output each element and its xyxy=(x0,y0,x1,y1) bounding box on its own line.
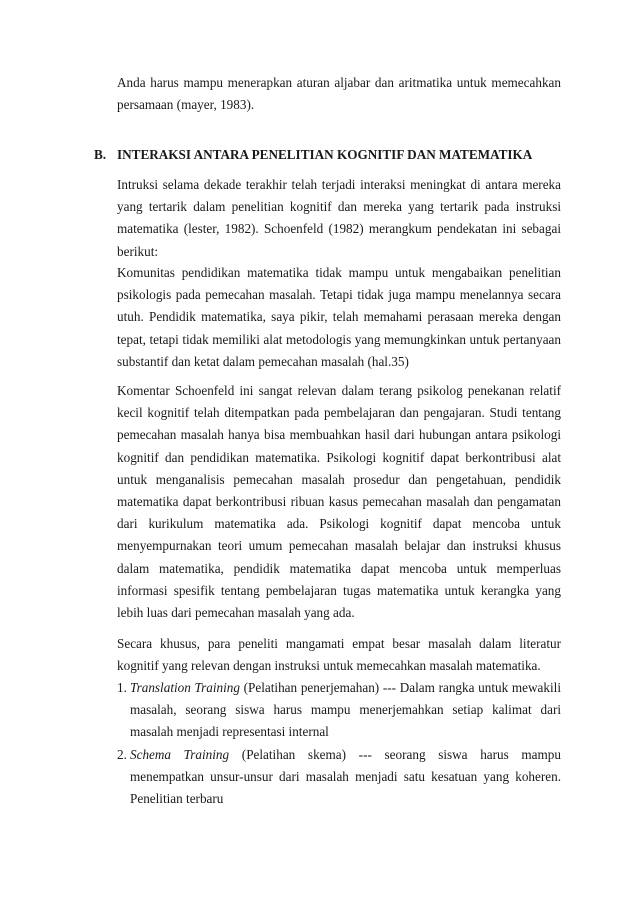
paragraph-1: Intruksi selama dekade terakhir telah terjadi interaksi meningkat di antara mereka yang tertarik dalam penelitian kognitif dan mereka yang tertarik pada instruksi matematika (lester, 1982). Schoenfeld (1982) merangkum pendekatan ini sebagai berikut: xyxy=(117,177,561,259)
list-text: (Pelatihan skema) --- seorang siswa harus mampu menempatkan unsur-unsur dari masalah menjadi satu kesatuan yang koheren. Penelitian terbaru xyxy=(130,746,561,807)
list-item xyxy=(117,744,561,811)
intro-paragraph: Anda harus mampu menerapkan aturan aljabar dan aritmatika untuk memecahkan persamaan (mayer, 1983). xyxy=(117,75,561,113)
list-term: Schema Training xyxy=(130,746,230,762)
list-text: (Pelatihan penerjemahan) --- Dalam rangka untuk mewakili masalah, seorang siswa harus mampu menerjemahkan setiap kalimat dari masalah menjadi representasi internal xyxy=(130,680,561,740)
section-title: INTERAKSI ANTARA PENELITIAN KOGNITIF DAN MATEMATIKA xyxy=(117,147,533,162)
numbered-list xyxy=(117,677,561,810)
list-number: 2. xyxy=(117,746,127,762)
section-heading xyxy=(94,144,564,166)
paragraph-3: Secara khusus, para peneliti mangamati empat besar masalah dalam literatur kognitif yang relevan dengan instruksi untuk memecahkan masalah matematika. xyxy=(117,636,561,674)
quote-paragraph: Komunitas pendidikan matematika tidak mampu untuk mengabaikan penelitian psikologis pada pemecahan masalah. Tetapi tidak juga mampu menelannya secara utuh. Pendidik matematika, saya pikir, telah memahami perasaan mereka dengan tepat, tetapi tidak memiliki alat metodologis yang memungkinkan untuk pertanyaan substantif dan ketat dalam pemecahan masalah (hal.35) xyxy=(117,265,561,369)
list-item xyxy=(117,677,561,744)
list-term: Translation Training xyxy=(130,680,240,695)
section-letter: B. xyxy=(94,147,107,162)
list-number: 1. xyxy=(117,680,127,695)
paragraph-2: Komentar Schoenfeld ini sangat relevan dalam terang psikolog penekanan relatif kecil kognitif telah ditempatkan pada pembelajaran dan pengajaran. Studi tentang pemecahan masalah hanya bisa membuahkan hasil dari hubungan antara psikologi kognitif dan pendidikan matematika. Psikologi kognitif dapat berkontribusi alat untuk menganalisis pemecahan masalah prosedur dan pengetahuan, pendidik matematika dapat berkontribusi ribuan kasus pemecahan masalah dan pengamatan dari kurikulum matematika ada. Psikologi kognitif dapat mencoba untuk menyempurnakan teori umum pemecahan masalah belajar dan instruksi khusus dalam matematika, pendidik matematika dapat mencoba untuk memperluas informasi spesifik tentang pembelajaran tugas matematika untuk kerangka yang lebih luas dari pemecahan masalah yang ada. xyxy=(117,383,561,621)
